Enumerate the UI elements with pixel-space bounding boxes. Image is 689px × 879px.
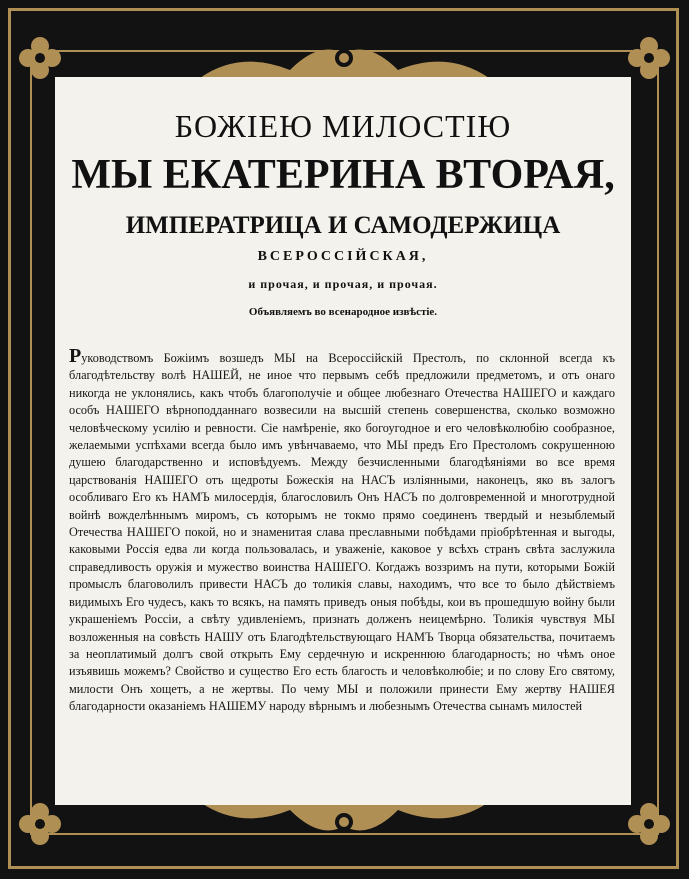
corner-flower-icon (625, 34, 673, 82)
top-crest-ornament (200, 40, 489, 80)
manifest-body: Руководствомъ Божіимъ возшедъ МЫ на Всероссійскій Престолъ, по склонной всегда къ благодѣтельству волѣ НАШЕЙ, не иное что первымъ себѣ предложили предметомъ, и отъ онаго никогда не уклонялись, какъ чтобъ благополучіе и общее любезнаго Отечества НАШЕГО и каждаго особъ НАШЕГО вѣрноподданнаго возвесили на высшій степень совершенства, сколько возможно человѣческому усилію и ревности. Сіе намѣреніе, яко богоугодное и его человѣколюбію сообразное, желаемыми успѣхами всегда было имъ увѣнчаваемо, что МЫ предъ Его Престоломъ сокрушенною душею благодарственно и исповѣдуемъ. Между безчисленными благодѣяніями во все время царствованія НАШЕГО отъ щедроты Божескія на НАСЪ изліянными, наконецъ, яко въ залогъ особливаго Его къ НАМЪ милосердія, благословилъ Онъ НАСЪ по долговременной и многотрудной войнѣ вожделѣннымъ миромъ, съ которымъ не токмо прямо соединенъ твердый и незыблемый Отечества НАШЕГО покой, но и знаменитая слава преславными побѣдами пріобрѣтенная и выгоды, каковыми Россія едва ли когда пользовалась, и уваженіе, каковое у всѣхъ странъ свѣта заслужила справедливость оружія и мужество воинства НАШЕГО. Когдажъ воззримъ на пути, которыми Божій промыслъ благоволилъ привести НАСЪ до толикія славы, находимъ, что все то было дѣйствіемъ видимыхъ Его чудесъ, какъ то всякъ, на память приведъ оныя побѣды, кои въ прошедшую войну были украшеніемъ Россіи, а свѣту удивленіемъ, признать долженъ неицемѣрно. Толикія чувствуя МЫ возложенныя на совѣсть НАШУ отъ Благодѣтельствующаго НАМЪ Творца обязательства, почитаемъ за неоплатимый долгъ свой открыть Ему сердечную и искреннюю благодарность; но чѣмъ оное изъявишь можемъ? Свойство и существо Его есть благость и человѣколюбіе; и по слову Его святому, милости Онъ хощетъ, а не жертвы. По чему МЫ и положили принести Ему жертву НАШЕЯ благодарности оказаніемъ НАШЕМУ народу вѣрнымъ и любезнымъ Отечества сынамъ милостей (69, 345, 615, 714)
corner-flower-icon (16, 800, 64, 848)
title-line: ИМПЕРАТРИЦА И САМОДЕРЖИЦА (125, 212, 561, 239)
corner-flower-icon (16, 34, 64, 82)
bottom-crest-ornament (200, 800, 489, 840)
invocation-line: БОЖІЕЮ МИЛОСТІЮ (174, 108, 512, 144)
announcement-line: Объявляемъ во всенародное извѣстіе. (248, 306, 438, 318)
etc-line: и прочая, и прочая, и прочая. (248, 277, 438, 291)
corner-flower-icon (625, 800, 673, 848)
sovereign-name: МЫ ЕКАТЕРИНА ВТОРАЯ, (71, 152, 615, 198)
realm-line: ВСЕРОССІЙСКАЯ, (257, 249, 429, 264)
manifest-header (55, 109, 631, 318)
manifest-paper (55, 77, 631, 805)
